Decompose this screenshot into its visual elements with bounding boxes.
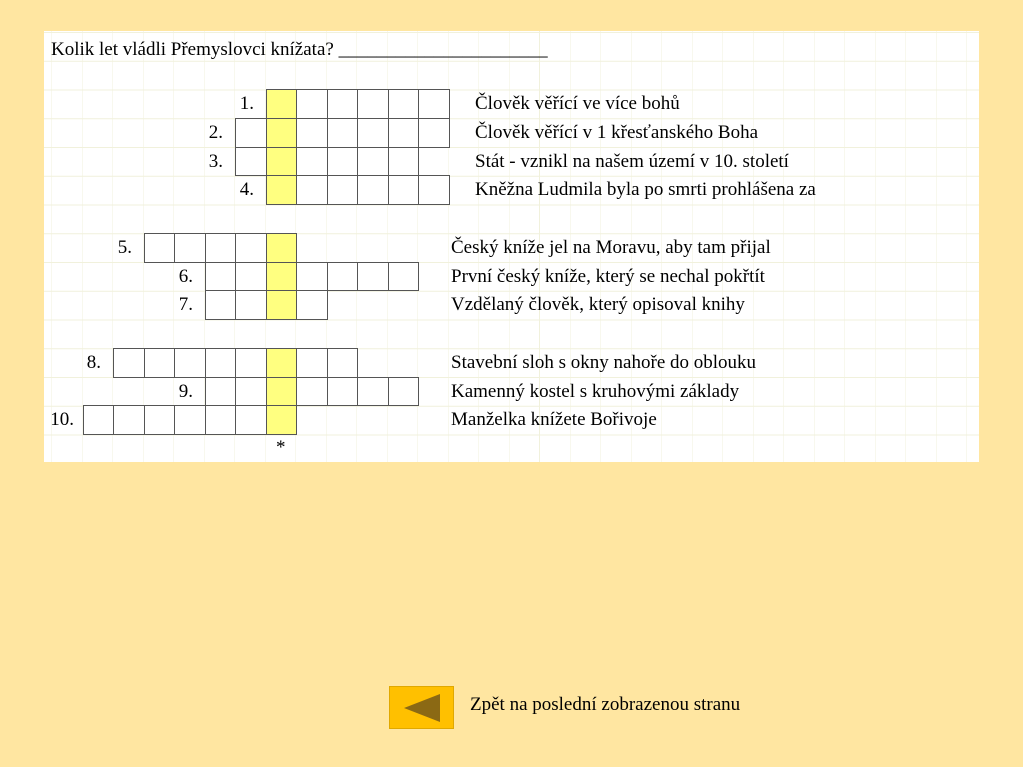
crossword-cell[interactable]: [296, 118, 328, 148]
row-number: 8.: [86, 351, 101, 373]
row-number: 3.: [208, 150, 223, 172]
solution-cell[interactable]: [266, 118, 298, 148]
crossword-cell[interactable]: [357, 175, 389, 205]
triangle-left-icon: [401, 693, 443, 723]
solution-cell[interactable]: [266, 290, 298, 320]
crossword-cell[interactable]: [235, 405, 267, 435]
crossword-cell[interactable]: [83, 405, 115, 435]
crossword-cell[interactable]: [327, 377, 359, 407]
crossword-cell[interactable]: [388, 262, 420, 292]
clue-text: První český kníže, který se nechal pokřtít: [451, 265, 765, 287]
crossword-cell[interactable]: [235, 377, 267, 407]
crossword-cell[interactable]: [357, 89, 389, 119]
solution-marker: *: [276, 437, 286, 458]
row-number: 7.: [178, 294, 193, 316]
row-number: 4.: [239, 179, 254, 201]
row-number: 1.: [239, 93, 254, 114]
crossword-cell[interactable]: [296, 377, 328, 407]
crossword-cell[interactable]: [418, 89, 450, 119]
crossword-cell[interactable]: [174, 405, 206, 435]
crossword-cell[interactable]: [235, 147, 267, 177]
back-button[interactable]: [389, 686, 454, 729]
crossword-cell[interactable]: [357, 377, 389, 407]
crossword-cell[interactable]: [205, 405, 237, 435]
clue-text: Člověk věřící v 1 křesťanského Boha: [475, 121, 759, 143]
crossword-cell[interactable]: [205, 348, 237, 378]
crossword-cell[interactable]: [357, 118, 389, 148]
crossword-cell[interactable]: [388, 175, 420, 205]
crossword-cell[interactable]: [235, 233, 267, 263]
crossword-cell[interactable]: [113, 405, 145, 435]
crossword-sheet: [44, 31, 979, 462]
clue-text: Člověk věřící ve více bohů: [475, 93, 680, 114]
crossword-cell[interactable]: [296, 262, 328, 292]
solution-cell[interactable]: [266, 348, 298, 378]
row-number: 2.: [208, 121, 223, 143]
crossword-cell[interactable]: [235, 348, 267, 378]
row-number: 9.: [178, 380, 193, 402]
crossword-cell[interactable]: [418, 175, 450, 205]
crossword-cell[interactable]: [205, 233, 237, 263]
row-number: 6.: [178, 265, 193, 287]
clue-text: Český kníže jel na Moravu, aby tam přijal: [451, 236, 771, 258]
solution-cell[interactable]: [266, 262, 298, 292]
crossword-cell[interactable]: [174, 233, 206, 263]
crossword-cell[interactable]: [296, 290, 328, 320]
crossword-cell[interactable]: [144, 348, 176, 378]
solution-cell[interactable]: [266, 89, 298, 119]
question-text: Kolik let vládli Přemyslovci knížata? ______________________: [51, 39, 548, 60]
crossword-cell[interactable]: [296, 348, 328, 378]
clue-text: Vzdělaný člověk, který opisoval knihy: [451, 294, 745, 316]
crossword-cell[interactable]: [296, 147, 328, 177]
crossword-cell[interactable]: [388, 147, 420, 177]
row-number: 10.: [50, 409, 74, 431]
clue-text: Stát - vznikl na našem území v 10. století: [475, 150, 789, 172]
clue-text: Manželka knížete Bořivoje: [451, 409, 657, 431]
crossword-cell[interactable]: [388, 377, 420, 407]
clue-text: Kamenný kostel s kruhovými základy: [451, 380, 740, 402]
crossword-cell[interactable]: [205, 377, 237, 407]
crossword-cell[interactable]: [327, 89, 359, 119]
solution-cell[interactable]: [266, 405, 298, 435]
crossword-cell[interactable]: [327, 348, 359, 378]
crossword-cell[interactable]: [296, 89, 328, 119]
crossword-cell[interactable]: [235, 290, 267, 320]
crossword-cell[interactable]: [205, 262, 237, 292]
crossword-cell[interactable]: [235, 118, 267, 148]
crossword-cell[interactable]: [327, 147, 359, 177]
crossword-cell[interactable]: [357, 262, 389, 292]
solution-cell[interactable]: [266, 233, 298, 263]
row-number: 5.: [117, 236, 132, 258]
crossword-cell[interactable]: [113, 348, 145, 378]
crossword-cell[interactable]: [388, 118, 420, 148]
clue-text: Kněžna Ludmila byla po smrti prohlášena za: [475, 179, 816, 201]
crossword-cell[interactable]: [144, 233, 176, 263]
crossword-cell[interactable]: [296, 175, 328, 205]
solution-cell[interactable]: [266, 377, 298, 407]
crossword-cell[interactable]: [174, 348, 206, 378]
crossword-cell[interactable]: [327, 118, 359, 148]
solution-cell[interactable]: [266, 175, 298, 205]
crossword-cell[interactable]: [357, 147, 389, 177]
crossword-cell[interactable]: [418, 118, 450, 148]
crossword-cell[interactable]: [235, 262, 267, 292]
crossword-cell[interactable]: [205, 290, 237, 320]
crossword-cell[interactable]: [144, 405, 176, 435]
crossword-cell[interactable]: [327, 175, 359, 205]
crossword-cell[interactable]: [388, 89, 420, 119]
crossword-cell[interactable]: [327, 262, 359, 292]
solution-cell[interactable]: [266, 147, 298, 177]
back-link-label[interactable]: Zpět na poslední zobrazenou stranu: [470, 694, 741, 715]
clue-text: Stavební sloh s okny nahoře do oblouku: [451, 351, 757, 373]
